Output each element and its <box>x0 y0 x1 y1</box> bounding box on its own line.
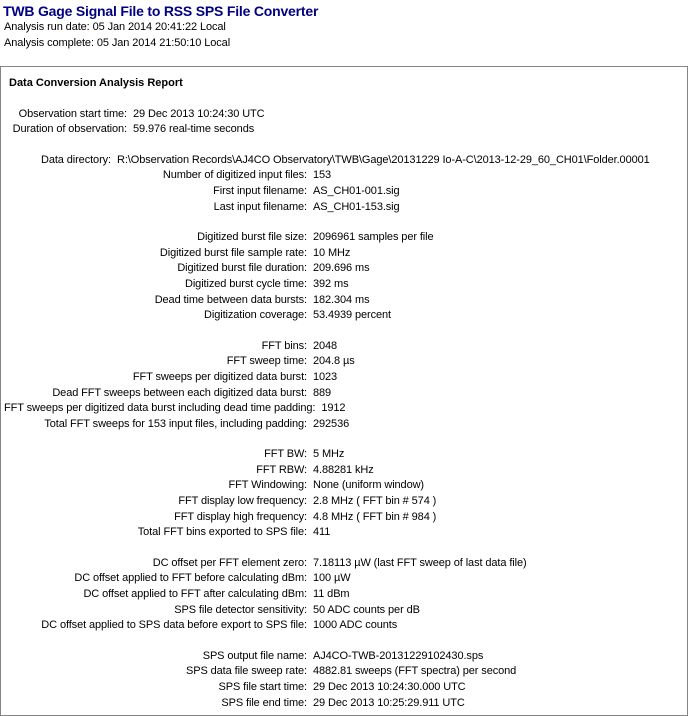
row-label: FFT Windowing: <box>228 479 307 492</box>
row-value: 153 <box>313 169 332 182</box>
row-label: Digitized burst file size: <box>197 231 307 244</box>
report-row <box>4 308 684 324</box>
row-value: 2048 <box>313 339 338 352</box>
row-value: 4882.81 sweeps (FFT spectra) per second <box>313 665 517 678</box>
row-value: 10 MHz <box>313 246 351 259</box>
report-row <box>4 401 684 417</box>
row-label: FFT sweep time: <box>226 355 307 368</box>
row-value: 392 ms <box>313 277 349 290</box>
report-row <box>4 649 684 665</box>
row-label: Dead FFT sweeps between each digitized data burst: <box>52 386 307 399</box>
row-label: Last input filename: <box>213 200 307 213</box>
row-value: 4.8 MHz ( FFT bin # 984 ) <box>313 510 437 523</box>
row-value: 182.304 ms <box>313 293 370 306</box>
report-row <box>4 618 684 634</box>
row-value: R:\Observation Records\AJ4CO Observatory\TWB\Gage\20131229 Io-A-C\2013-12-29_60_CH01\Folder.00001 <box>117 153 650 166</box>
row-value: 4.88281 kHz <box>313 463 374 476</box>
row-value: 29 Dec 2013 10:24:30 UTC <box>133 107 265 120</box>
row-label: SPS data file sweep rate: <box>185 665 307 678</box>
report-section <box>4 649 684 711</box>
report-row <box>4 417 684 433</box>
row-value: 2096961 samples per file <box>313 231 434 244</box>
report-section <box>4 230 684 324</box>
row-label: Data directory: <box>40 153 111 166</box>
row-label: Digitization coverage: <box>204 309 307 322</box>
report-title: Data Conversion Analysis Report <box>9 77 183 89</box>
row-value: 411 <box>313 526 331 539</box>
row-value: 2.8 MHz ( FFT bin # 574 ) <box>313 495 437 508</box>
row-label: DC offset applied to FFT before calculating dBm: <box>74 572 307 585</box>
report-row <box>4 478 684 494</box>
row-value: AS_CH01-001.sig <box>313 184 400 197</box>
report-row <box>4 153 684 169</box>
row-value: AJ4CO-TWB-20131229102430.sps <box>313 649 484 662</box>
row-label: FFT RBW: <box>256 463 307 476</box>
report-row <box>4 680 684 696</box>
row-value: None (uniform window) <box>313 479 424 492</box>
row-value: 1912 <box>321 402 346 415</box>
report-row <box>4 200 684 216</box>
row-label: Total FFT bins exported to SPS file: <box>137 526 307 539</box>
report-row <box>4 510 684 526</box>
report-row <box>4 664 684 680</box>
row-value: 1000 ADC counts <box>313 619 398 632</box>
report-row <box>4 386 684 402</box>
report-section <box>4 447 684 541</box>
row-label: SPS file end time: <box>221 696 307 709</box>
report-section <box>4 107 684 138</box>
row-label: FFT display high frequency: <box>174 510 307 523</box>
row-label: SPS file start time: <box>218 681 307 693</box>
report-row <box>4 277 684 293</box>
row-value: 29 Dec 2013 10:24:30.000 UTC <box>313 681 466 693</box>
report-row <box>4 122 684 138</box>
row-label: Digitized burst file sample rate: <box>159 246 307 259</box>
report-section <box>4 153 684 215</box>
report-row <box>4 696 684 712</box>
row-label: DC offset applied to SPS data before export to SPS file: <box>41 619 307 632</box>
report-row <box>4 463 684 479</box>
row-value: 7.18113 µW (last FFT sweep of last data file) <box>313 556 527 569</box>
row-value: 1023 <box>313 370 338 383</box>
row-value: 53.4939 percent <box>313 309 392 322</box>
report-row <box>4 571 684 587</box>
row-value: 11 dBm <box>313 588 350 601</box>
report-section <box>4 556 684 634</box>
row-label: DC offset per FFT element zero: <box>152 556 307 569</box>
row-value: 50 ADC counts per dB <box>313 603 420 616</box>
page-title: TWB Gage Signal File to RSS SPS File Converter <box>3 3 319 19</box>
row-label: FFT bins: <box>261 339 307 352</box>
row-label: FFT display low frequency: <box>178 495 307 508</box>
report-row <box>4 603 684 619</box>
row-label: Number of digitized input files: <box>162 169 307 182</box>
row-value: 5 MHz <box>313 448 345 461</box>
analysis-complete-date: Analysis complete: 05 Jan 2014 21:50:10 Local <box>4 37 231 49</box>
row-label: Duration of observation: <box>12 123 127 136</box>
row-label: Digitized burst file duration: <box>177 262 307 275</box>
report-section <box>4 339 684 433</box>
row-value: 59.976 real-time seconds <box>133 123 255 136</box>
report-row <box>4 184 684 200</box>
report-row <box>4 339 684 355</box>
report-row <box>4 354 684 370</box>
row-value: 204.8 µs <box>313 355 355 368</box>
analysis-run-date: Analysis run date: 05 Jan 2014 20:41:22 Local <box>4 21 226 33</box>
report-row <box>4 447 684 463</box>
report-row <box>4 230 684 246</box>
row-value: 29 Dec 2013 10:25:29.911 UTC <box>313 696 465 709</box>
row-label: SPS file detector sensitivity: <box>174 603 307 616</box>
report-row <box>4 494 684 510</box>
row-label: Observation start time: <box>18 107 127 120</box>
row-label: FFT BW: <box>264 448 307 461</box>
report-box <box>0 66 688 716</box>
report-row <box>4 168 684 184</box>
row-value: 209.696 ms <box>313 262 370 275</box>
row-label: Dead time between data bursts: <box>154 293 307 306</box>
row-value: 100 µW <box>313 572 351 585</box>
report-row <box>4 293 684 309</box>
row-value: 889 <box>313 386 332 399</box>
report-row <box>4 370 684 386</box>
report-row <box>4 261 684 277</box>
row-label: Total FFT sweeps for 153 input files, including padding: <box>44 417 307 430</box>
report-row <box>4 107 684 123</box>
report-rows <box>4 107 684 712</box>
report-row <box>4 525 684 541</box>
row-label: First input filename: <box>213 184 307 197</box>
row-label: Digitized burst cycle time: <box>184 277 307 290</box>
row-value: 292536 <box>313 417 350 430</box>
report-row <box>4 556 684 572</box>
row-label: FFT sweeps per digitized data burst: <box>132 370 307 383</box>
report-row <box>4 246 684 262</box>
row-label: SPS output file name: <box>202 649 307 662</box>
row-label: DC offset applied to FFT after calculating dBm: <box>83 588 307 601</box>
row-value: AS_CH01-153.sig <box>313 200 400 213</box>
row-label: FFT sweeps per digitized data burst including dead time padding: <box>4 402 316 415</box>
report-row <box>4 587 684 603</box>
